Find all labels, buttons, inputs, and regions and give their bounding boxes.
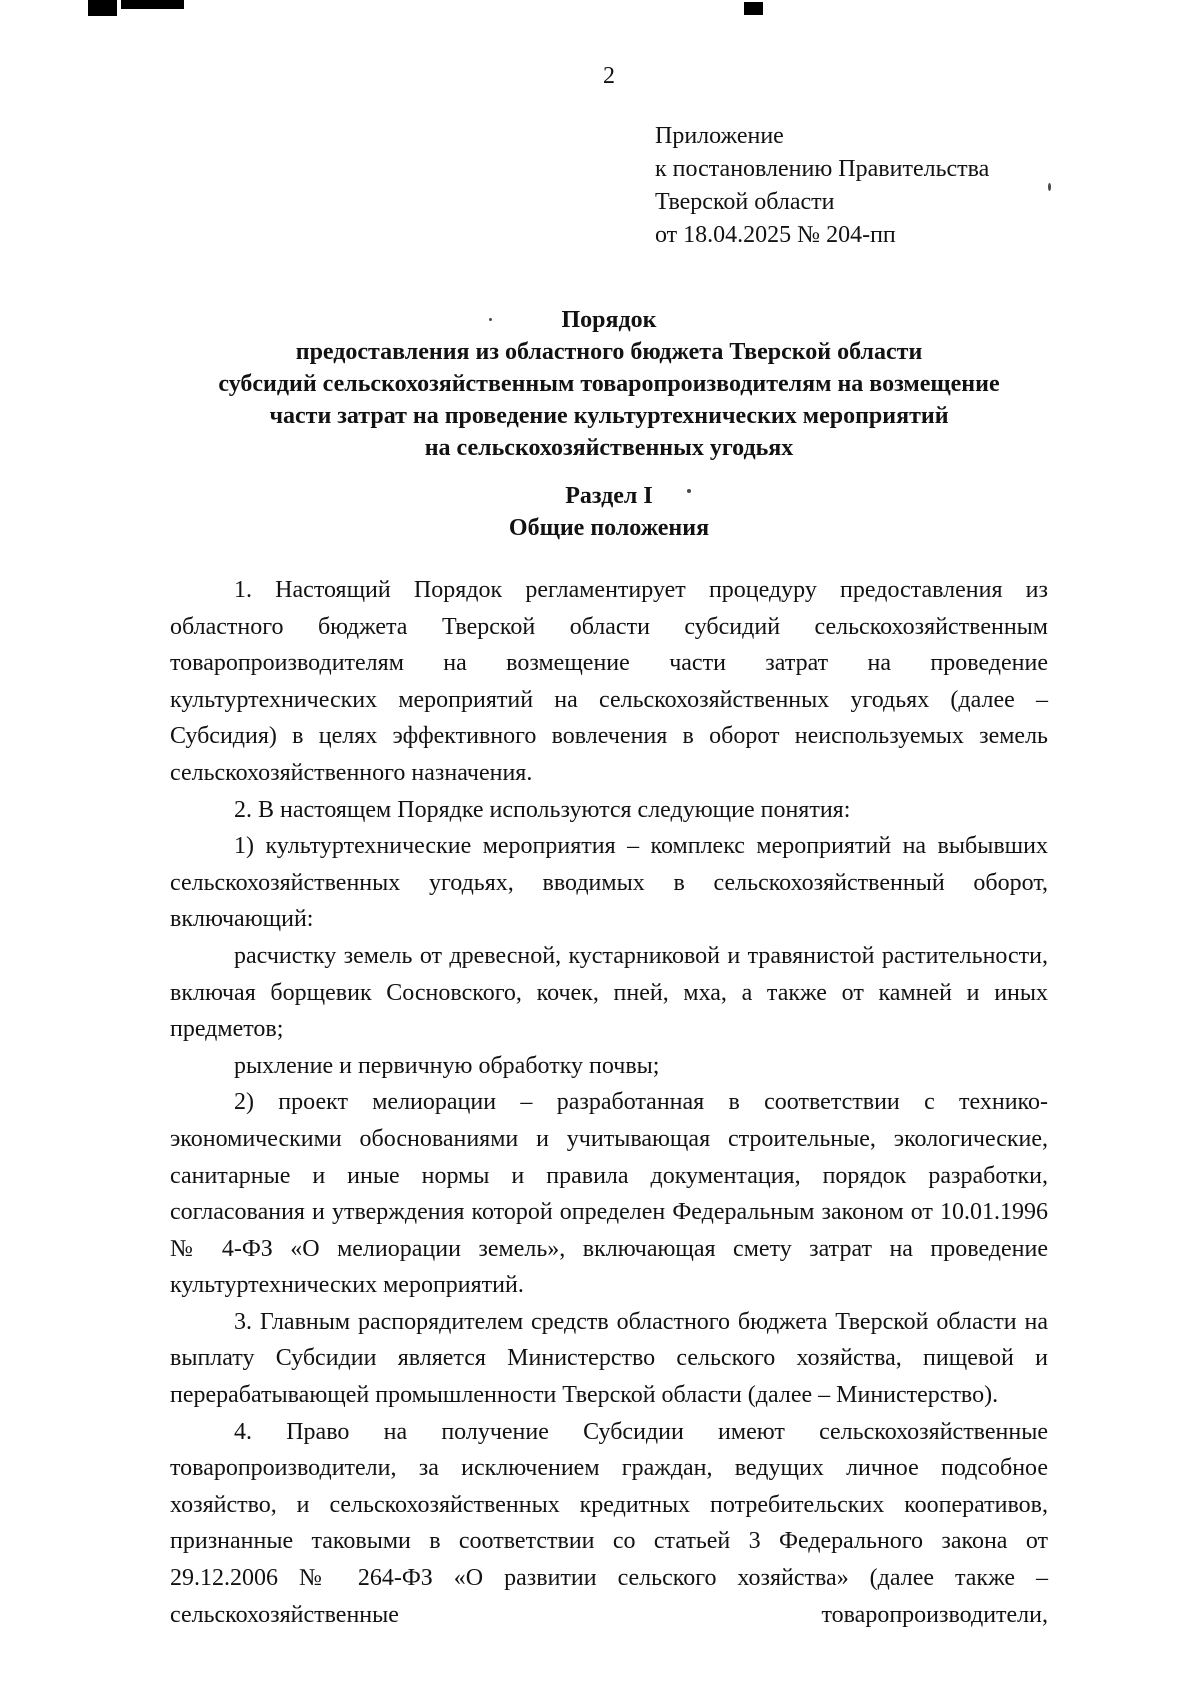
title-line: Порядок (561, 307, 657, 333)
paragraph: расчистку земель от древесной, кустарниковой и травянистой растительности, включая борщевик Сосновского, кочек, пней, мха, а также от камней и иных предметов; (170, 942, 1048, 1043)
section-title: Раздел I (565, 483, 653, 509)
appendix-block (655, 120, 1048, 252)
paragraph: 2. В настоящем Порядке используются следующие понятия: (234, 796, 851, 823)
paragraph: 4. Право на получение Субсидии имеют сельскохозяйственные товаропроизводители, за исключением граждан, ведущих личное подсобное хозяйство, и сельскохозяйственных кредитных потребительских кооперативов, признанные таковыми в соответствии со статьей 3 Федерального закона от 29.12.2006 № 264-ФЗ «О развитии сельского хозяйства» (далее также – сельскохозяйственные товаропроизводители, (170, 1418, 1048, 1628)
title-line: субсидий сельскохозяйственным товаропроизводителям на возмещение (218, 371, 1000, 397)
section-heading (170, 480, 1048, 544)
title-line: предоставления из областного бюджета Тверской области (295, 339, 923, 365)
page-number: 2 (603, 63, 615, 89)
document-title (170, 304, 1048, 464)
appendix-line: Тверской области (655, 189, 835, 215)
appendix-line: от 18.04.2025 № 204-пп (655, 222, 896, 248)
paragraph: 1) культуртехнические мероприятия – комплекс мероприятий на выбывших сельскохозяйственных угодьях, вводимых в сельскохозяйственный оборот, включающий: (170, 833, 1048, 933)
paragraph: рыхление и первичную обработку почвы; (234, 1052, 660, 1079)
appendix-line: к постановлению Правительства (655, 156, 990, 182)
paragraph: 3. Главным распорядителем средств областного бюджета Тверской области на выплату Субсидии является Министерство сельского хозяйства, пищевой и перерабатывающей промышленности Тверской области (далее – Министерство). (170, 1308, 1048, 1409)
section-subtitle: Общие положения (508, 515, 710, 541)
title-line: на сельскохозяйственных угодьях (424, 435, 794, 461)
appendix-line: Приложение (655, 123, 784, 149)
title-line: части затрат на проведение культуртехнических мероприятий (269, 403, 949, 429)
paragraph: 2) проект мелиорации – разработанная в соответствии с технико-экономическими обоснованиями и учитывающая строительные, экологические, санитарные и иные нормы и правила документация, порядок разработки, согласования и утверждения которой определен Федеральным законом от 10.01.1996 № 4-ФЗ «О мелиорации земель», включающая смету затрат на проведение культуртехнических мероприятий. (170, 1089, 1048, 1299)
document-body (170, 572, 1048, 1633)
paragraph: 1. Настоящий Порядок регламентирует процедуру предоставления из областного бюджета Тверской области субсидий сельскохозяйственным товаропроизводителям на возмещение части затрат на проведение культуртехнических мероприятий на сельскохозяйственных угодьях (далее – Субсидия) в целях эффективного вовлечения в оборот неиспользуемых земель сельскохозяйственного назначения. (170, 577, 1048, 786)
